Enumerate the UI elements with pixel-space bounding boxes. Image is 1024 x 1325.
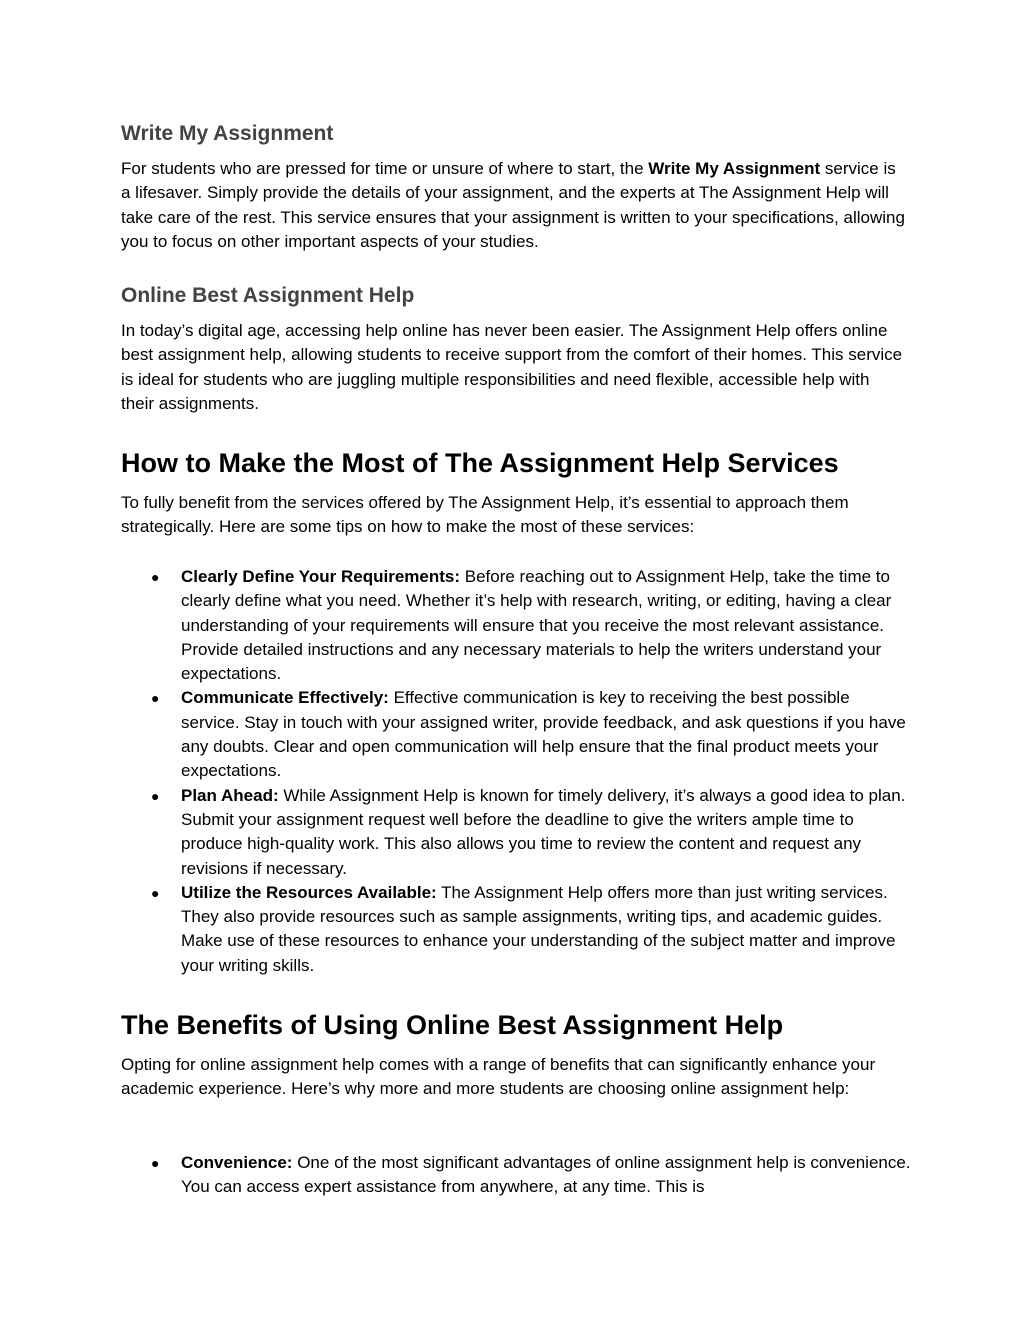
list-item xyxy=(121,686,911,783)
bullet-icon: ● xyxy=(151,884,160,901)
paragraph-bold-text: Write My Assignment xyxy=(648,159,821,178)
list-item xyxy=(121,565,911,686)
list-item xyxy=(121,881,911,978)
paragraph-benefits-intro: Opting for online assignment help comes with a range of benefits that can significantly enhance your academic experience. Here’s why more and more students are choosing online assignment help: xyxy=(121,1055,876,1099)
list-item-term: Communicate Effectively: xyxy=(181,688,389,708)
bullet-icon: ● xyxy=(151,1155,160,1171)
heading-benefits: The Benefits of Using Online Best Assignment Help xyxy=(121,1010,784,1040)
benefits-list xyxy=(121,1151,911,1200)
list-item-text: Effective communication is key to receiving the best possible service. Stay in touch with your assigned writer, provide feedback, and ask questions if you have any doubts. Clear and open communication will help ensure that the final product meets your expectations. xyxy=(181,688,906,781)
list-item-text: The Assignment Help offers more than just writing services. They also provide resources such as sample assignments, writing tips, and academic guides. Make use of these resources to enhance your understanding of the subject matter and improve your writing skills. xyxy=(181,882,896,975)
paragraph-how-to-intro: To fully benefit from the services offered by The Assignment Help, it’s essential to approach them strategically. Here are some tips on how to make the most of these services: xyxy=(121,493,849,537)
heading-how-to-make-most: How to Make the Most of The Assignment Help Services xyxy=(121,448,839,478)
list-item-term: Convenience: xyxy=(181,1153,293,1172)
list-item xyxy=(121,1151,911,1200)
list-item-term: Plan Ahead: xyxy=(181,785,279,805)
heading-write-my-assignment: Write My Assignment xyxy=(121,122,334,145)
list-item-term: Utilize the Resources Available: xyxy=(181,882,437,902)
paragraph-text: service is a lifesaver. Simply provide the details of your assignment, and the experts at The Assignment Help will take care of the rest. This service ensures that your assignment is written to your specifications, allowing you to focus on other important aspects of your studies. xyxy=(121,159,905,251)
paragraph-online-best: In today’s digital age, accessing help online has never been easier. The Assignment Help offers online best assignment help, allowing students to receive support from the comfort of their homes. This service is ideal for students who are juggling multiple responsibilities and need flexible, accessible help with their assignments. xyxy=(121,321,903,413)
paragraph-write-my-assignment xyxy=(121,157,906,254)
bullet-icon: ● xyxy=(151,690,160,707)
list-item-text: One of the most significant advantages of online assignment help is convenience. You can access expert assistance from anywhere, at any time. This is xyxy=(181,1153,911,1197)
list-item xyxy=(121,784,911,881)
list-item-text: While Assignment Help is known for timely delivery, it’s always a good idea to plan. Submit your assignment request well before the deadline to give the writers ample time to produce high-quality work. This also allows you time to review the content and request any revisions if necessary. xyxy=(181,785,906,878)
paragraph-text: For students who are pressed for time or unsure of where to start, the xyxy=(121,159,649,178)
heading-online-best-assignment-help: Online Best Assignment Help xyxy=(121,284,415,307)
bullet-icon: ● xyxy=(151,569,160,585)
tips-list xyxy=(121,565,911,978)
list-item-term: Clearly Define Your Requirements: xyxy=(181,567,461,586)
bullet-icon: ● xyxy=(151,787,160,804)
list-item-text: Before reaching out to Assignment Help, take the time to clearly define what you need. Whether it’s help with research, writing, or editing, having a clear understanding of your requirements will ensure that you receive the most relevant assistance. Provide detailed instructions and any necessary materials to help the writers understand your expectations. xyxy=(181,567,892,684)
